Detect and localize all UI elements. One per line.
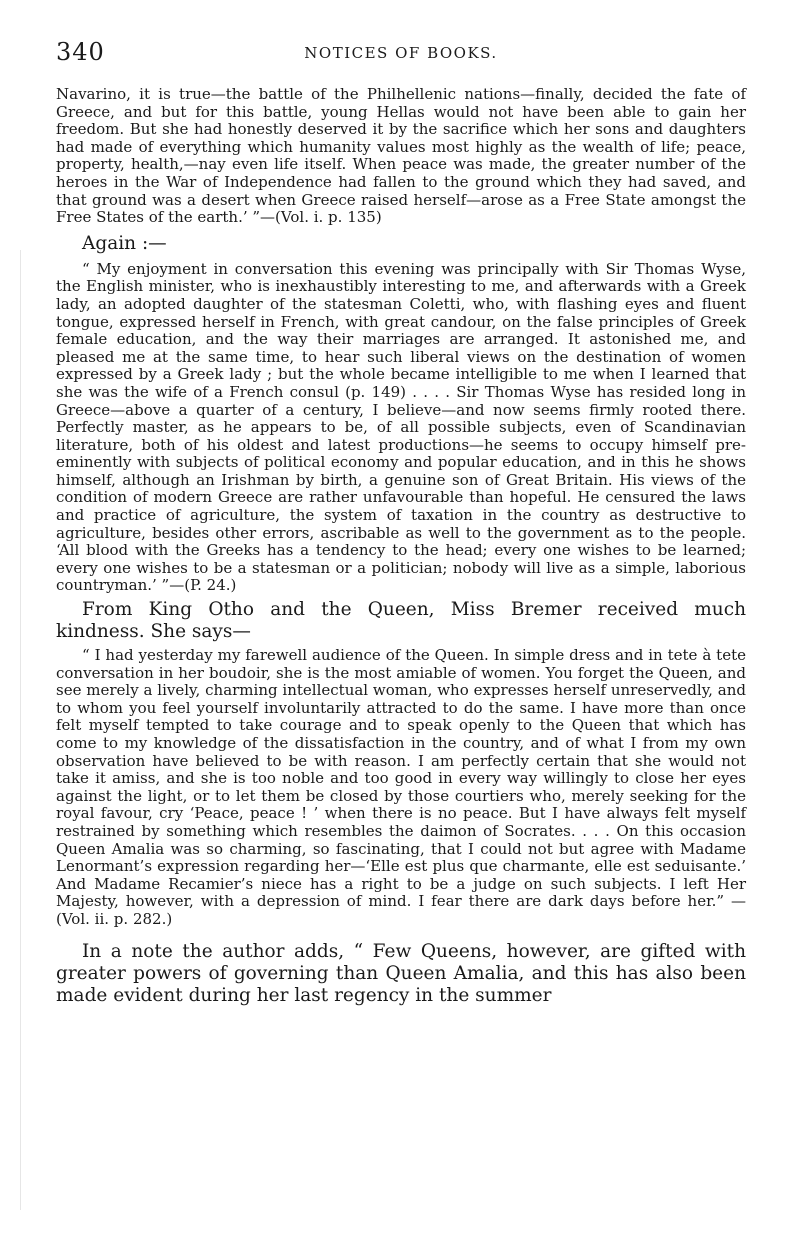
- running-title: NOTICES OF BOOKS.: [304, 44, 498, 62]
- page-header: [56, 38, 746, 72]
- page-number: 340: [56, 38, 105, 66]
- queen-quote-paragraph: “ I had yesterday my farewell audience of the Queen. In simple dress and in tete à tete conversation in her boudoir, she is the most amiable of women. You forget the Queen, and see merely a lively, charming intellectual woman, who expresses herself unreservedly, and to whom you feel yourself involuntarily attracted to do the same. I have more than once felt myself tempted to take courage and to speak openly to the Queen that which has come to my knowledge of the dissatisfaction in the country, and of what I from my own observation have believed to be with reason. I am perfectly certain that she would not take it amiss, and she is too noble and too good in every way willingly to close her eyes against the light, or to let them be closed by those courtiers who, merely seeking for the royal favour, cry ‘Peace, peace ! ’ when there is no peace. But I have always felt myself restrained by something which resembles the daimon of Socrates. . . . On this occasion Queen Amalia was so charming, so fascinating, that I could not but agree with Madame Lenormant’s expression regarding her—‘Elle est plus que charmante, elle est seduisante.’ And Madame Recamier’s niece has a right to be a judge on such subjects. I left Her Majesty, however, with a depression of mind. I fear there are dark days before her.” —(Vol. ii. p. 282.): [56, 646, 746, 928]
- margin-rule: [20, 250, 21, 1210]
- wyse-quote-paragraph: “ My enjoyment in conversation this evening was principally with Sir Thomas Wyse, the English minister, who is inexhaustibly interesting to me, and afterwards with a Greek lady, an adopted daughter of the statesman Coletti, who, with flashing eyes and fluent tongue, expressed herself in French, with great candour, on the false principles of Greek female education, and the way their marriages are arranged. It astonished me, and pleased me at the same time, to hear such liberal views on the destination of women expressed by a Greek lady ; but the whole became intelligible to me when I learned that she was the wife of a French consul (p. 149) . . . . Sir Thomas Wyse has resided long in Greece—above a quarter of a century, I believe—and now seems firmly rooted there. Perfectly master, as he appears to be, of all possible subjects, even of Scandinavian literature, both of his oldest and latest productions—he seems to occupy himself pre-eminently with subjects of political economy and popular education, and in this he shows himself, although an Irishman by birth, a genuine son of Great Britain. His views of the condition of modern Greece are rather unfavourable than hopeful. He censured the laws and practice of agriculture, the system of taxation in the country as destructive to agriculture, besides other errors, ascribable as well to the government as to the people. ‘All blood with the Greeks has a tendency to the head; every one wishes to be learned; every one wishes to be a statesman or a politician; nobody will live as a simple, laborious countryman.’ ”—(P. 24.): [56, 259, 746, 595]
- king-otho-paragraph: From King Otho and the Queen, Miss Bremer received much kindness. She says—: [56, 599, 746, 643]
- author-note-paragraph: In a note the author adds, “ Few Queens, however, are gifted with greater powers of governing than Queen Amalia, and this has also been made evident during her last regency in the summer: [56, 940, 746, 1006]
- quote-continuation-paragraph: Navarino, it is true—the battle of the Philhellenic nations—finally, decided the fate of Greece, and but for this battle, young Hellas would not have been able to gain her freedom. But she had honestly deserved it by the sacrifice which her sons and daughters had made of everything which humanity values most highly as the wealth of life; peace, property, health,—nay even life itself. When peace was made, the greater number of the heroes in the War of Independence had fallen to the ground which they had saved, and that ground was a desert when Greece raised herself—arose as a Free State amongst the Free States of the earth.’ ”—(Vol. i. p. 135): [56, 85, 746, 227]
- again-paragraph: Again :—: [82, 232, 167, 254]
- page-body: [56, 86, 746, 1007]
